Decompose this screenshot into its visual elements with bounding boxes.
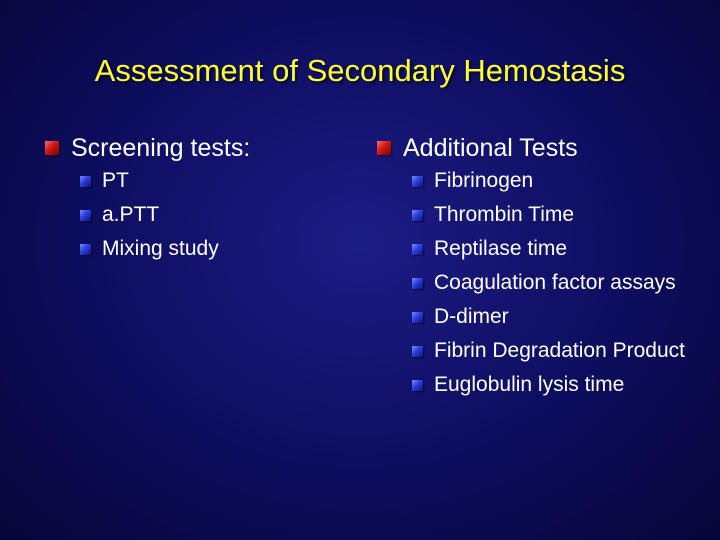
blue-square-bullet-icon	[80, 176, 91, 187]
list-item	[412, 203, 697, 227]
list-item-text: PT	[102, 169, 129, 192]
list-item-text: a.PTT	[102, 203, 160, 226]
slide-title: Assessment of Secondary Hemostasis	[94, 53, 626, 88]
list-item-text: Fibrinogen	[434, 169, 534, 192]
column-heading-text: Screening tests:	[71, 134, 251, 162]
list-item-text: D-dimer	[434, 305, 509, 328]
list-item	[80, 169, 345, 193]
additional-tests-list	[412, 169, 697, 397]
column-heading	[45, 131, 345, 165]
list-item	[80, 203, 345, 227]
list-item-text: Reptilase time	[434, 237, 568, 260]
column-heading-text: Additional Tests	[403, 134, 578, 162]
blue-square-bullet-icon	[412, 346, 423, 357]
list-item-text: Mixing study	[102, 237, 219, 260]
list-item	[412, 237, 697, 261]
list-item	[412, 339, 697, 363]
list-item-text: Euglobulin lysis time	[434, 373, 625, 396]
list-item	[412, 373, 697, 397]
list-item-text: Thrombin Time	[434, 203, 575, 226]
blue-square-bullet-icon	[412, 312, 423, 323]
blue-square-bullet-icon	[80, 244, 91, 255]
column-heading	[377, 131, 697, 165]
screening-tests-column	[45, 131, 345, 271]
list-item	[412, 305, 697, 329]
list-item-text: Fibrin Degradation Product	[434, 339, 685, 362]
blue-square-bullet-icon	[412, 244, 423, 255]
red-square-bullet-icon	[45, 141, 59, 155]
list-item-text: Coagulation factor assays	[434, 271, 676, 294]
red-square-bullet-icon	[377, 141, 391, 155]
list-item	[80, 237, 345, 261]
screening-tests-list	[80, 169, 345, 261]
list-item	[412, 169, 697, 193]
list-item	[412, 271, 697, 295]
additional-tests-column	[377, 131, 697, 407]
blue-square-bullet-icon	[80, 210, 91, 221]
blue-square-bullet-icon	[412, 210, 423, 221]
blue-square-bullet-icon	[412, 380, 423, 391]
blue-square-bullet-icon	[412, 176, 423, 187]
blue-square-bullet-icon	[412, 278, 423, 289]
